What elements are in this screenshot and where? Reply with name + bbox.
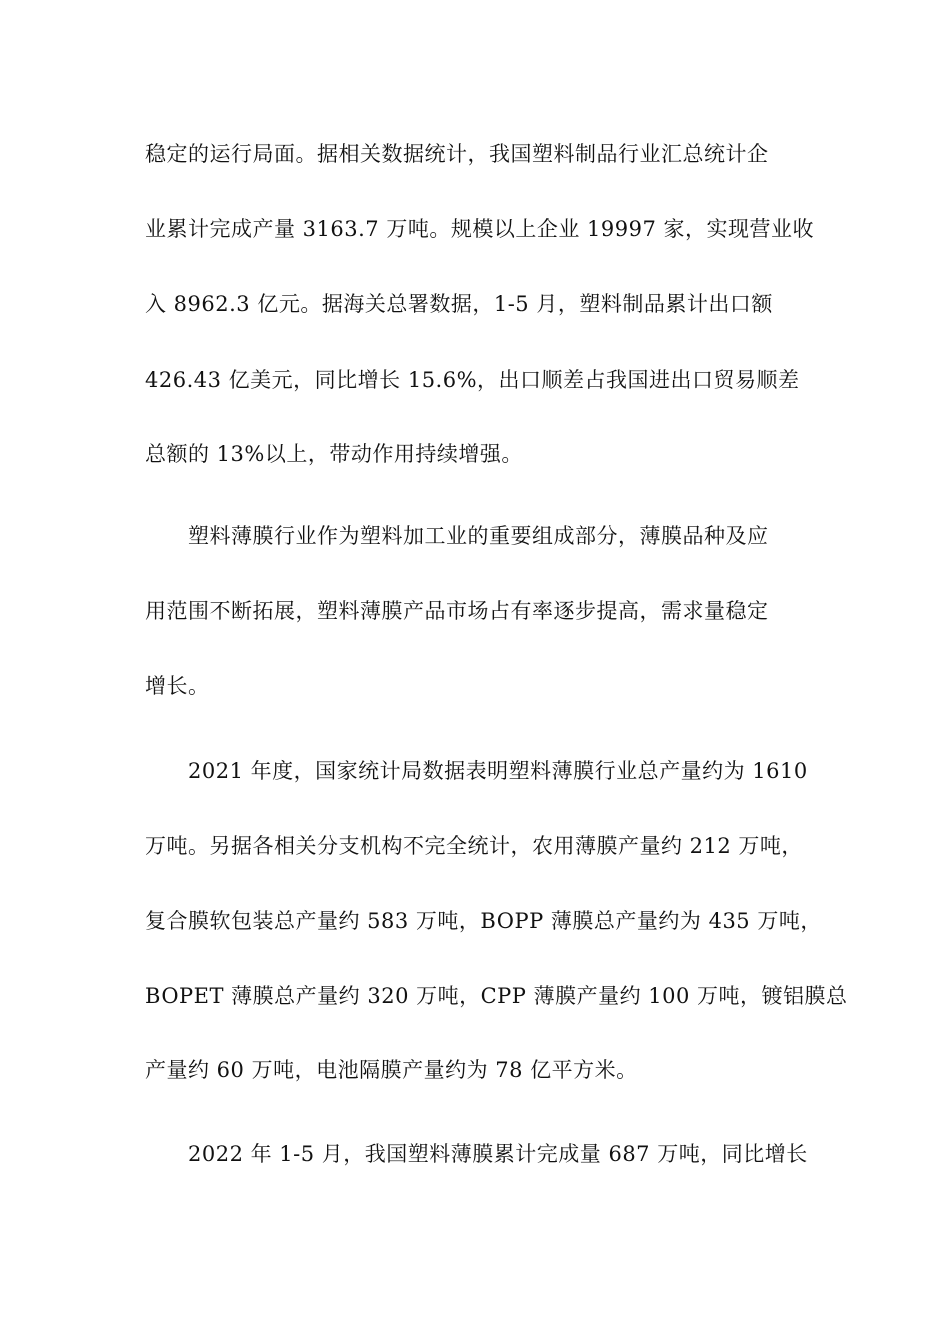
text-line: BOPET 薄膜总产量约 320 万吨，CPP 薄膜产量约 100 万吨，镀铝膜总 [145, 984, 848, 1008]
text-line: 2021 年度，国家统计局数据表明塑料薄膜行业总产量约为 1610 [188, 759, 808, 783]
text-line: 塑料薄膜行业作为塑料加工业的重要组成部分，薄膜品种及应 [188, 524, 769, 548]
text-line: 用范围不断拓展，塑料薄膜产品市场占有率逐步提高，需求量稳定 [145, 599, 769, 623]
text-line: 产量约 60 万吨，电池隔膜产量约为 78 亿平方米。 [145, 1058, 638, 1082]
text-line: 入 8962.3 亿元。据海关总署数据，1-5 月，塑料制品累计出口额 [145, 292, 773, 316]
text-line: 增长。 [145, 674, 210, 698]
text-line: 稳定的运行局面。据相关数据统计，我国塑料制品行业汇总统计企 [145, 142, 769, 166]
text-line: 复合膜软包装总产量约 583 万吨，BOPP 薄膜总产量约为 435 万吨， [145, 909, 822, 933]
text-line: 2022 年 1-5 月，我国塑料薄膜累计完成量 687 万吨，同比增长 [188, 1142, 808, 1166]
text-line: 万吨。另据各相关分支机构不完全统计，农用薄膜产量约 212 万吨， [145, 834, 803, 858]
text-line: 426.43 亿美元，同比增长 15.6%，出口顺差占我国进出口贸易顺差 [145, 368, 800, 392]
text-line: 总额的 13%以上，带动作用持续增强。 [145, 442, 523, 466]
text-line: 业累计完成产量 3163.7 万吨。规模以上企业 19997 家，实现营业收 [145, 217, 814, 241]
